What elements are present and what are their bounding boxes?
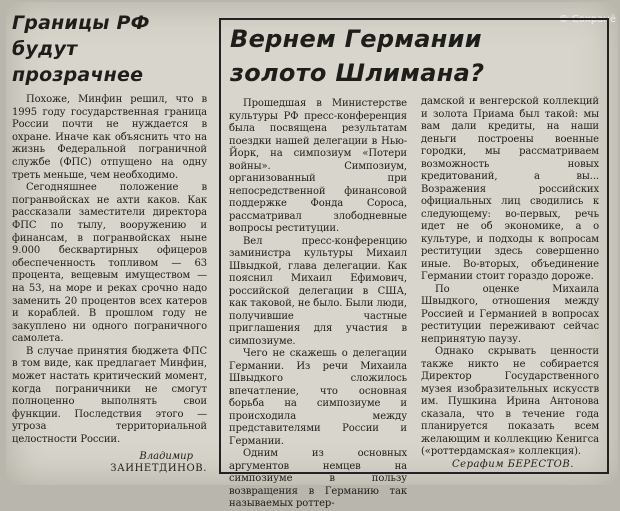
right-col2-paragraph-3: Однако скрывать ценности также никто не собирается Директор Государственного музея изобразительных искусств им. Пушкина Ирина Антонова сказала, что в течение года планируется показать всем желающим и коллекцию Кенигса («роттердамская» коллекция). (421, 346, 599, 457)
right-title-line2: золото Шлимана? (230, 59, 485, 87)
right-col2-paragraph-2: По оценке Михаила Швыдкого, отношения между Россией и Германией в вопросах реституции переживают сейчас непринятую паузу. (421, 283, 599, 345)
right-col1-paragraph-4: Одним из основных аргументов немцев на симпозиуме в пользу возвращения в Германию так называемых роттер- (229, 448, 407, 509)
right-article-signature: Серафим БЕРЕСТОВ. (452, 459, 574, 470)
right-title-line1: Вернем Германии (230, 25, 482, 53)
left-article-signature (12, 451, 207, 475)
left-author-last-name: ЗАИНЕТДИНОВ. (110, 462, 207, 474)
right-col2-paragraph-1: дамской и венгерской коллекций и золота Приама был такой: мы вам дали кредиты, на наши деньги построены военные городки, мы рассматриваем возможность новых кредитований, а вы... Возражения российских официальных лиц сводились к следующему: во-первых, речь идет не об экономике, а о культуре, и подходы к вопросам реституции здесь совершенно иные. Во-вторых, объединение Германии стоит гораздо дороже. (421, 96, 599, 282)
left-paragraph-2: Сегодняшнее положение в погранвойсках не ахти каков. Как рассказали заместители директора ФПС по тылу, вооружению и финансам, в погранвойсках ныне 9.000 бесквартирных офицеров обеспеченность топливом — 63 процента, вещевым имуществом — на 53, на море и реках срочно надо заменить 20 процентов всех катеров и кораблей. В прошлом году не закуплено ни одного пограничного самолета. (12, 182, 207, 345)
left-author-first-name: Владимир (139, 450, 193, 462)
right-col1-paragraph-1: Прошедшая в Министерстве культуры РФ пресс-конференция была посвящена результатам поездки нашей делегации в Нью-Йорк, на симпозиум «Потери войны». Симпозиум, организованный при непосредственной финансовой поддержке Фонда Сороса, рассматривал злободневные вопросы реституции. (229, 98, 407, 234)
right-article-title (230, 22, 600, 90)
left-article-body (12, 94, 207, 447)
right-col1-paragraph-2: Вел пресс-конференцию заминистра культуры Михаил Швыдкой, глава делегации. Как пояснил Михаил Ефимович, российской делегации в США, как таковой, не было. Были люди, получившие частные приглашения для участия в симпозиуме. (229, 235, 407, 347)
left-paragraph-3: В случае принятия бюджета ФПС в том виде, как предлагает Минфин, может настать критический момент, когда пограничники не смогут полноценно выполнять свои функции. Последствия этого — угроза территориальной целостности России. (12, 345, 207, 446)
right-article-column-2 (421, 96, 599, 459)
left-article (12, 10, 207, 475)
watermark-text: © Сохранё (558, 14, 616, 25)
left-paragraph-1: Похоже, Минфин решил, что в 1995 году государственная граница России почти не нуждается в охране. Иначе как объяснить что на жизнь Федеральной пограничной службе (ФПС) отпущено на одну треть меньше, чем необходимо. (12, 94, 207, 181)
left-article-title (12, 10, 207, 88)
right-col1-paragraph-3: Чего не скажешь о делегации Германии. Из речи Михаила Швыдкого сложилось впечатление, что основная борьба на симпозиуме и происходила между представителями России и Германии. (229, 348, 407, 447)
left-title-line2: будут прозрачнее (12, 38, 144, 86)
right-article-column-1 (229, 98, 407, 511)
left-title-line1: Границы РФ (12, 12, 150, 34)
